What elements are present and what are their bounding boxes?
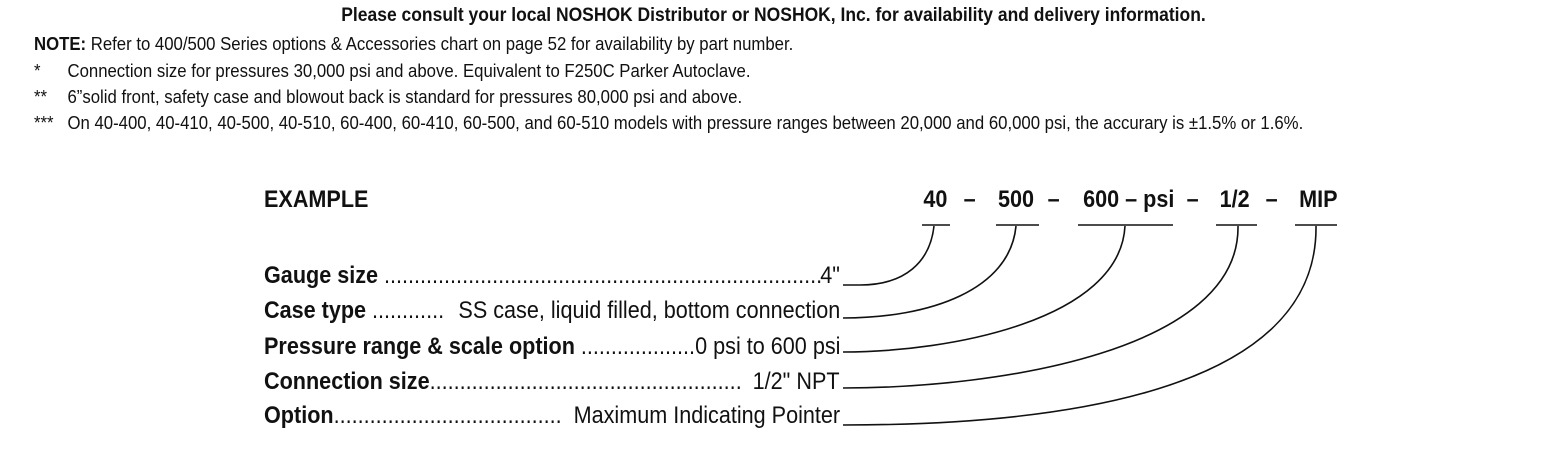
row-dots: ...................: [574, 333, 695, 360]
row-dots: ....................................................: [429, 368, 742, 395]
code-separator: –: [963, 186, 976, 213]
row-label: Case type: [264, 297, 367, 324]
connector-option: [843, 226, 1316, 425]
code-segment-size: 40: [923, 186, 948, 213]
connector-gauge-size: [843, 226, 934, 285]
row-label: Gauge size: [264, 262, 379, 289]
footnote-text: On 40-400, 40-410, 40-500, 40-510, 60-400, 60-410, 60-500, and 60-510 models with pressure ranges between 20,000 and 60,000 psi, the accurary is ±1.5% or 1.6%.: [67, 113, 1304, 133]
example-title: EXAMPLE: [264, 186, 369, 213]
code-segment-connection: 1/2: [1219, 186, 1250, 213]
footnote-mark: *: [34, 61, 41, 81]
row-value: 0 psi to 600 psi: [694, 333, 840, 360]
footnote-mark: **: [34, 87, 48, 107]
footnote-mark: ***: [34, 113, 54, 133]
footnote-text: Connection size for pressures 30,000 psi and above. Equivalent to F250C Parker Autoclave.: [67, 61, 751, 81]
row-value: 4": [820, 262, 840, 289]
connector-pressure-range: [843, 226, 1125, 352]
connector-case-type: [843, 226, 1016, 318]
code-segment-range: 600 – psi: [1083, 186, 1175, 213]
availability-heading: Please consult your local NOSHOK Distributor or NOSHOK, Inc. for availability and delivery information.: [341, 5, 1206, 26]
note-text: Refer to 400/500 Series options & Accessories chart on page 52 for availability by part number.: [86, 34, 794, 54]
row-value: 1/2" NPT: [753, 368, 840, 395]
code-separator: –: [1186, 186, 1199, 213]
code-separator: –: [1047, 186, 1060, 213]
connector-connection-size: [843, 226, 1238, 388]
note-label: NOTE:: [34, 34, 87, 54]
code-separator: –: [1265, 186, 1278, 213]
row-label: Option: [264, 402, 334, 429]
row-label: Connection size: [264, 368, 430, 395]
row-value: Maximum Indicating Pointer: [573, 402, 840, 429]
row-label: Pressure range & scale option: [264, 333, 575, 360]
code-segment-case: 500: [998, 186, 1035, 213]
row-dots: ......................................: [333, 402, 562, 429]
row-dots: ............: [366, 297, 445, 324]
row-value: SS case, liquid filled, bottom connection: [458, 297, 840, 324]
code-segment-option: MIP: [1299, 186, 1338, 213]
row-dots: .........................................................................: [378, 262, 823, 289]
footnote-text: 6”solid front, safety case and blowout back is standard for pressures 80,000 psi and above.: [67, 87, 743, 107]
